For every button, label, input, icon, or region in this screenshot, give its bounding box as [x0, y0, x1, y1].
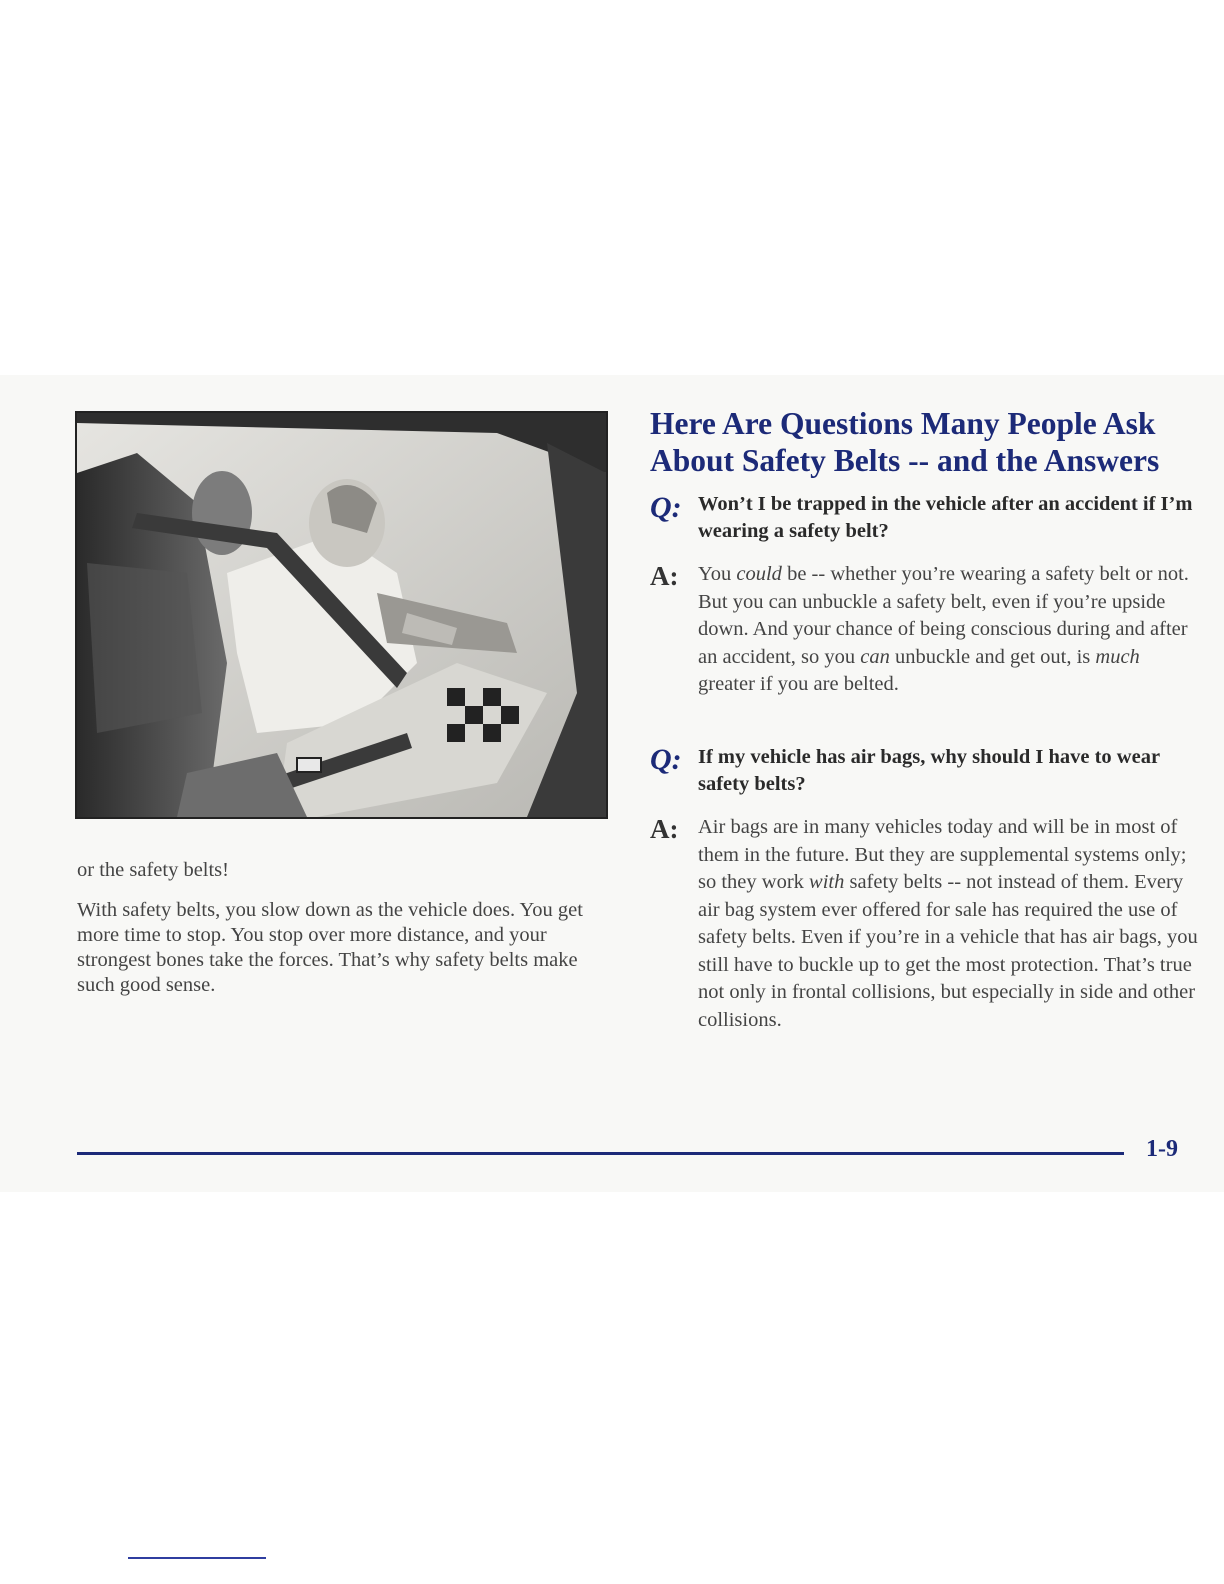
page-number: 1-9 [1146, 1136, 1178, 1162]
crash-test-dummy-illustration [77, 413, 606, 817]
question-label: Q: [650, 491, 682, 524]
question-label: Q: [650, 743, 682, 776]
answer-label: A: [650, 561, 679, 591]
bottom-link-underline [128, 1557, 266, 1559]
crash-test-photo [75, 411, 608, 819]
photo-caption: or the safety belts! [77, 859, 229, 881]
safety-belt-explanation: With safety belts, you slow down as the vehicle does. You get more time to stop. You stop over more distance, and your strongest bones take the forces. That’s why safety belts make such good sense. [77, 899, 583, 996]
answer-text: Air bags are in many vehicles today and will be in most of them in the future. But they are supplemental systems only; so they work with safety belts -- not instead of them. Every air bag system ever offered for sale has required the use of safety belts. Even if you’re in a vehicle that has air bags, you still have to buckle up to get the most protection. That’s true not only in frontal collisions, but especially in side and other collisions. [698, 816, 1198, 1031]
section-heading: Here Are Questions Many People Ask About Safety Belts -- and the Answers [650, 406, 1160, 478]
answer-text: You could be -- whether you’re wearing a safety belt or not. But you can unbuckle a safety belt, even if you’re upside down. And your chance of being conscious during and after an accident, so you can unbuckle and get out, is much greater if you are belted. [698, 563, 1189, 695]
emphasis: can [860, 645, 890, 668]
emphasis: with [809, 871, 845, 893]
question-text: If my vehicle has air bags, why should I have to wear safety belts? [698, 746, 1160, 795]
answer-label: A: [650, 814, 679, 844]
question-text: Won’t I be trapped in the vehicle after an accident if I’m wearing a safety belt? [698, 493, 1193, 542]
emphasis: much [1095, 645, 1140, 668]
footer-rule [77, 1152, 1124, 1155]
emphasis: could [736, 563, 782, 585]
